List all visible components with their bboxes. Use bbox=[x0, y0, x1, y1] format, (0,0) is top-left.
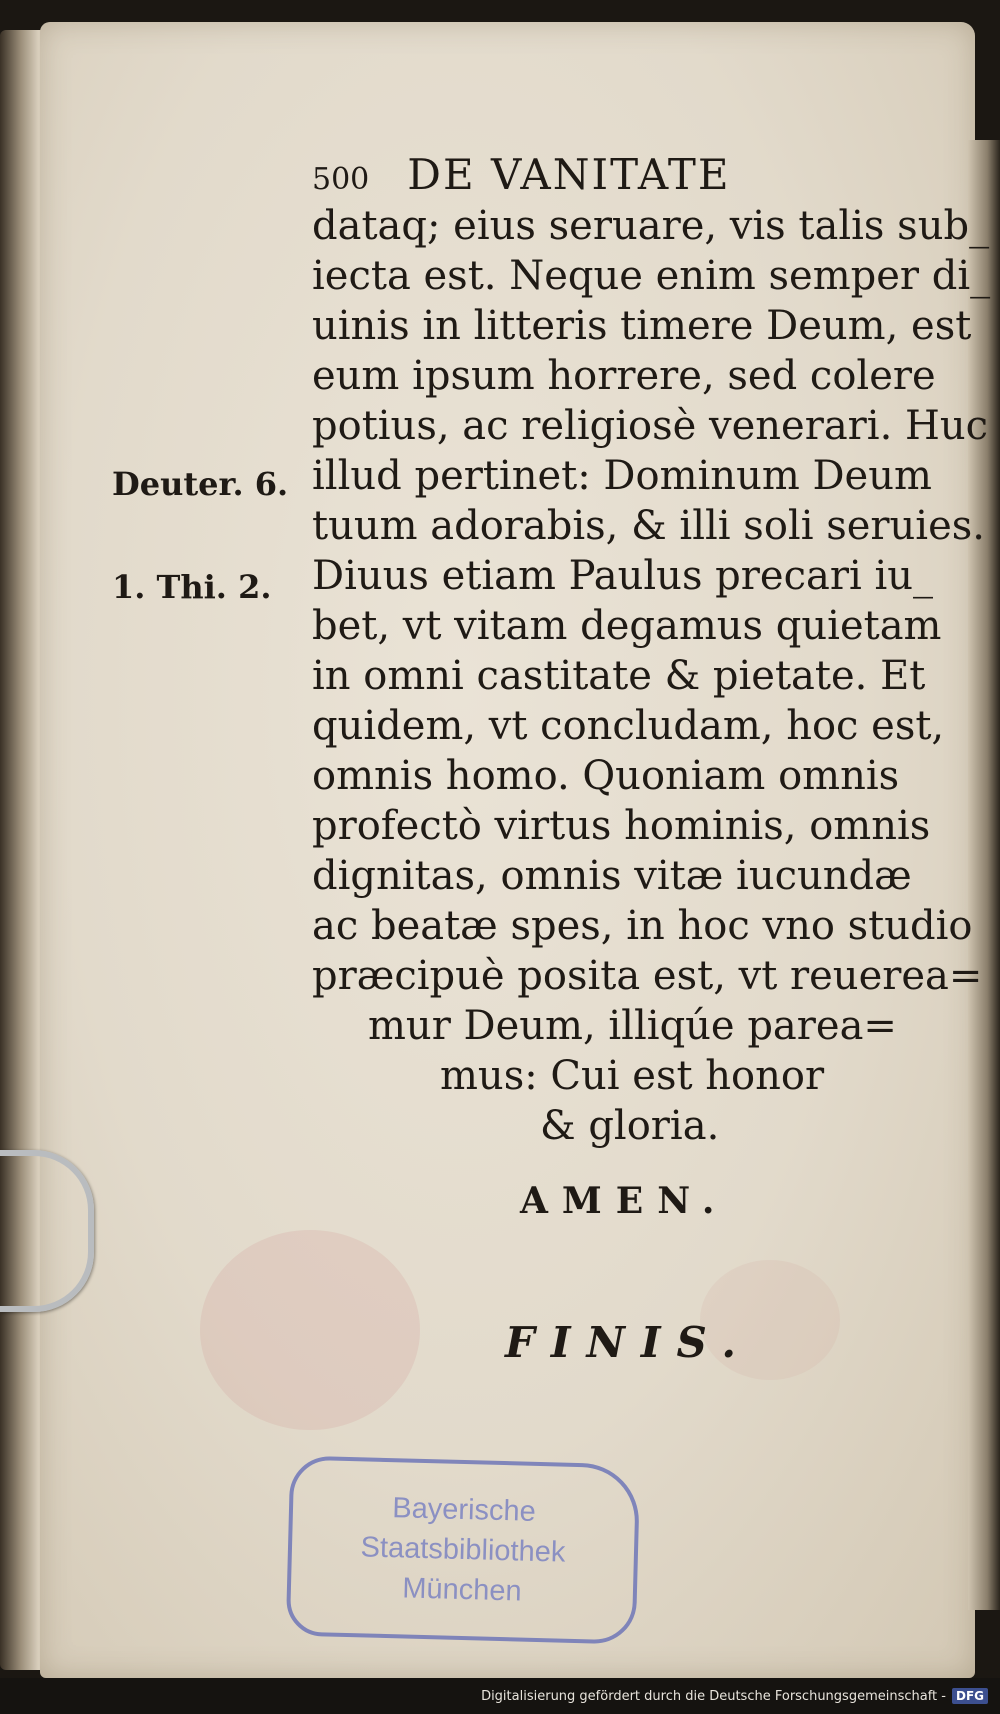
text-line: mur Deum, illiqúe parea= bbox=[368, 1003, 897, 1049]
text-line: præcipuè posita est, vt reuerea= bbox=[312, 953, 983, 999]
text-line: omnis homo. Quoniam omnis bbox=[312, 753, 900, 799]
text-line: tuum adorabis, & illi soli seruies. bbox=[312, 503, 986, 549]
text-line: ac beatæ spes, in hoc vno studio bbox=[312, 903, 973, 949]
text-line: in omni castitate & pietate. Et bbox=[312, 653, 926, 699]
amen-line: AMEN. bbox=[520, 1180, 729, 1222]
library-stamp bbox=[286, 1455, 641, 1644]
text-line: profectò virtus hominis, omnis bbox=[312, 803, 931, 849]
text-line: eum ipsum horrere, sed colere bbox=[312, 353, 936, 399]
running-header bbox=[312, 150, 852, 199]
marginal-note: 1. Thi. 2. bbox=[112, 568, 272, 606]
dfg-logo: DFG bbox=[952, 1688, 988, 1704]
text-line: & gloria. bbox=[540, 1103, 720, 1149]
text-line: illud pertinet: Dominum Deum bbox=[312, 453, 932, 499]
text-line: Diuus etiam Paulus precari iu_ bbox=[312, 553, 934, 599]
page-right-edge bbox=[968, 140, 1000, 1610]
stamp-line: Bayerische bbox=[391, 1492, 537, 1528]
text-line: bet, vt vitam degamus quietam bbox=[312, 603, 942, 649]
text-line: dignitas, omnis vitæ iucundæ bbox=[312, 853, 912, 899]
stamp-line: Staatsbibliothek bbox=[360, 1531, 566, 1569]
footer-credit: Digitalisierung gefördert durch die Deutsche Forschungsgemeinschaft - bbox=[481, 1688, 946, 1704]
text-line: mus: Cui est honor bbox=[440, 1053, 825, 1099]
page-number: 500 bbox=[312, 162, 370, 197]
paper-clip-icon bbox=[0, 1150, 94, 1312]
text-line: quidem, vt concludam, hoc est, bbox=[312, 703, 945, 749]
finis-line: FINIS. bbox=[505, 1318, 752, 1367]
text-line: potius, ac religiosè venerari. Huc bbox=[312, 403, 989, 449]
marginal-note: Deuter. 6. bbox=[112, 465, 289, 503]
footer-bar bbox=[0, 1678, 1000, 1714]
text-line: uinis in litteris timere Deum, est bbox=[312, 303, 972, 349]
text-line: iecta est. Neque enim semper di_ bbox=[312, 253, 991, 299]
running-head-title: DE VANITATE bbox=[407, 150, 731, 199]
stamp-line: München bbox=[401, 1572, 523, 1608]
text-line: dataq; eius seruare, vis talis sub_ bbox=[312, 203, 990, 249]
paper-stain bbox=[200, 1230, 420, 1430]
